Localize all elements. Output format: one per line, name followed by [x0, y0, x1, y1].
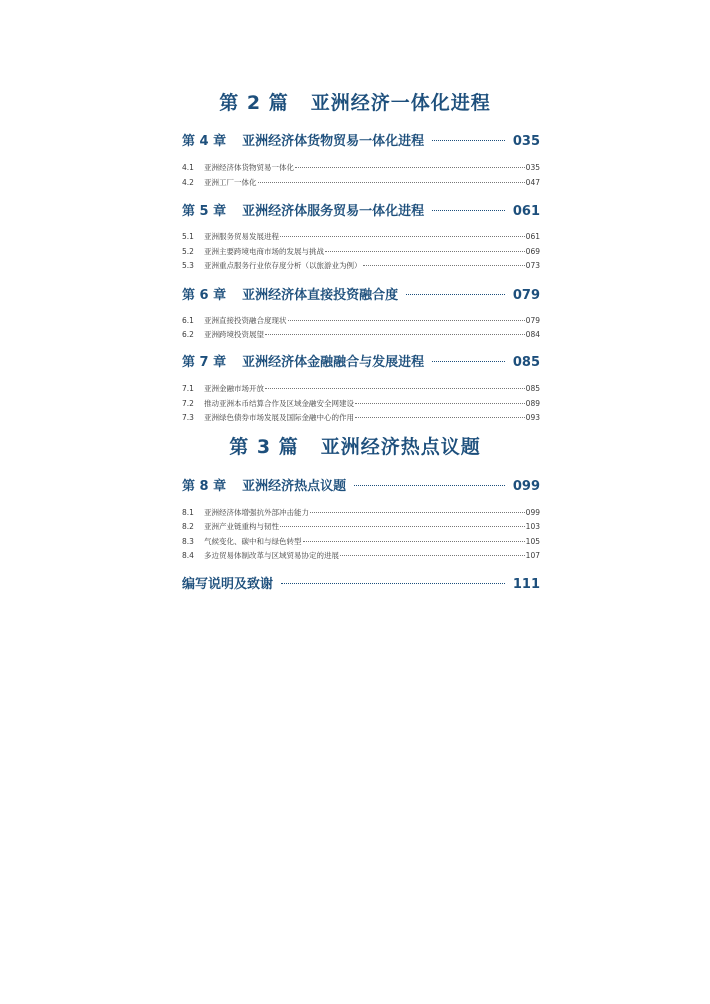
section-title: 多边贸易体制改革与区域贸易协定的进展 — [204, 551, 339, 560]
section-page: 073 — [525, 261, 540, 270]
section-number: 6.2 — [182, 330, 194, 339]
dot-leader — [280, 526, 525, 527]
chapter-title: 亚洲经济体直接投资融合度 — [242, 288, 399, 303]
section-title: 推动亚洲本币结算合作及区域金融安全网建设 — [204, 399, 354, 408]
section-number: 5.3 — [182, 261, 194, 270]
acknowledgements-entry[interactable] — [182, 573, 540, 592]
section-title: 亚洲经济体增强抗外部冲击能力 — [204, 508, 309, 517]
section-number: 7.3 — [182, 413, 194, 422]
dot-leader — [310, 512, 525, 513]
dot-leader — [295, 167, 525, 168]
section-entry[interactable] — [182, 412, 540, 423]
section-entry[interactable] — [182, 246, 540, 257]
section-title: 亚洲直接投资融合度现状 — [204, 316, 287, 325]
part-name: 亚洲经济一体化进程 — [310, 92, 491, 114]
section-entry[interactable] — [182, 383, 540, 394]
chapter-7-entry[interactable] — [182, 351, 540, 370]
chapter-number: 第 7 章 — [182, 355, 227, 370]
section-title: 亚洲服务贸易发展进程 — [204, 232, 279, 241]
section-number: 6.1 — [182, 316, 194, 325]
dot-leader — [325, 251, 525, 252]
dot-leader — [406, 294, 505, 295]
dot-leader — [340, 555, 525, 556]
chapter-number: 第 5 章 — [182, 204, 227, 219]
section-number: 5.1 — [182, 232, 194, 241]
section-entry[interactable] — [182, 507, 540, 518]
dot-leader — [258, 182, 525, 183]
section-number: 7.2 — [182, 399, 194, 408]
chapter-number: 第 8 章 — [182, 479, 227, 494]
section-page: 105 — [525, 537, 540, 546]
chapter-5-entry[interactable] — [182, 200, 540, 219]
dot-leader — [303, 541, 525, 542]
chapter-title: 亚洲经济体服务贸易一体化进程 — [242, 204, 425, 219]
dot-leader — [280, 236, 525, 237]
part-number: 第 3 篇 — [229, 436, 299, 458]
section-title: 气候变化、碳中和与绿色转型 — [204, 537, 302, 546]
dot-leader — [432, 210, 505, 211]
section-page: 079 — [525, 316, 540, 325]
section-number: 4.2 — [182, 178, 194, 187]
chapter-title: 亚洲经济热点议题 — [242, 479, 347, 494]
entry-page: 111 — [512, 577, 540, 592]
dot-leader — [265, 334, 525, 335]
section-page: 093 — [525, 413, 540, 422]
section-entry[interactable] — [182, 260, 540, 271]
section-entry[interactable] — [182, 162, 540, 173]
section-page: 099 — [525, 508, 540, 517]
section-number: 8.2 — [182, 522, 194, 531]
dot-leader — [363, 265, 525, 266]
section-entry[interactable] — [182, 536, 540, 547]
section-page: 035 — [525, 163, 540, 172]
dot-leader — [355, 417, 525, 418]
chapter-6-entry[interactable] — [182, 284, 540, 303]
chapter-number: 第 6 章 — [182, 288, 227, 303]
section-page: 084 — [525, 330, 540, 339]
section-page: 069 — [525, 247, 540, 256]
chapter-page: 085 — [512, 355, 540, 370]
chapter-title: 亚洲经济体货物贸易一体化进程 — [242, 134, 425, 149]
chapter-title: 亚洲经济体金融融合与发展进程 — [242, 355, 425, 370]
section-page: 061 — [525, 232, 540, 241]
part-3-title — [0, 432, 710, 459]
dot-leader — [432, 140, 505, 141]
section-title: 亚洲经济体货物贸易一体化 — [204, 163, 294, 172]
section-title: 亚洲跨境投资展望 — [204, 330, 264, 339]
chapter-page: 099 — [512, 479, 540, 494]
part-number: 第 2 篇 — [219, 92, 289, 114]
section-entry[interactable] — [182, 521, 540, 532]
section-page: 047 — [525, 178, 540, 187]
section-number: 5.2 — [182, 247, 194, 256]
part-2-title — [0, 88, 710, 115]
section-entry[interactable] — [182, 398, 540, 409]
chapter-4-entry[interactable] — [182, 130, 540, 149]
section-number: 8.3 — [182, 537, 194, 546]
section-title: 亚洲主要跨境电商市场的发展与挑战 — [204, 247, 324, 256]
dot-leader — [355, 403, 525, 404]
section-title: 亚洲绿色债券市场发展及国际金融中心的作用 — [204, 413, 354, 422]
chapter-page: 061 — [512, 204, 540, 219]
section-entry[interactable] — [182, 550, 540, 561]
section-title: 亚洲金融市场开放 — [204, 384, 264, 393]
section-entry[interactable] — [182, 315, 540, 326]
section-title: 亚洲产业链重构与韧性 — [204, 522, 279, 531]
chapter-8-entry[interactable] — [182, 475, 540, 494]
dot-leader — [288, 320, 525, 321]
chapter-page: 035 — [512, 134, 540, 149]
section-entry[interactable] — [182, 177, 540, 188]
section-title: 亚洲工厂一体化 — [204, 178, 257, 187]
chapter-number: 第 4 章 — [182, 134, 227, 149]
section-page: 103 — [525, 522, 540, 531]
section-number: 8.4 — [182, 551, 194, 560]
chapter-page: 079 — [512, 288, 540, 303]
dot-leader — [354, 485, 505, 486]
section-page: 107 — [525, 551, 540, 560]
dot-leader — [281, 583, 505, 584]
dot-leader — [432, 361, 505, 362]
part-name: 亚洲经济热点议题 — [320, 436, 481, 458]
section-title: 亚洲重点服务行业依存度分析（以旅游业为例） — [204, 261, 362, 270]
section-number: 7.1 — [182, 384, 194, 393]
dot-leader — [265, 388, 525, 389]
entry-title: 编写说明及致谢 — [182, 577, 274, 592]
section-number: 8.1 — [182, 508, 194, 517]
section-page: 089 — [525, 399, 540, 408]
section-entry[interactable] — [182, 329, 540, 340]
section-page: 085 — [525, 384, 540, 393]
section-number: 4.1 — [182, 163, 194, 172]
section-entry[interactable] — [182, 231, 540, 242]
